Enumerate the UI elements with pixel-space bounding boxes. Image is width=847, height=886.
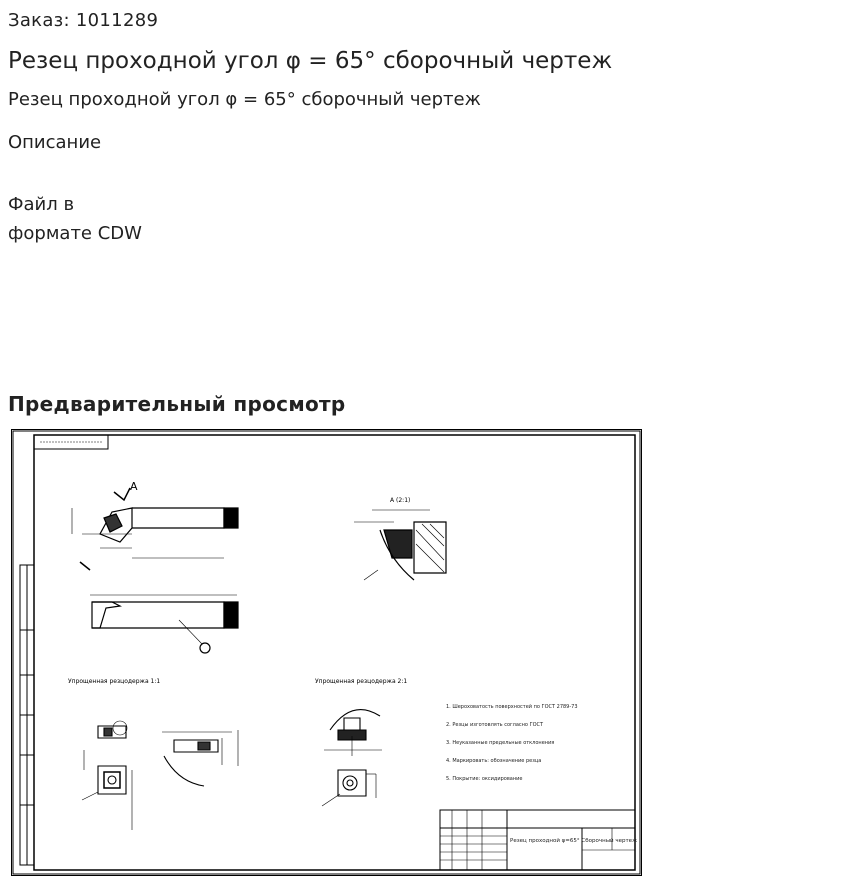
note-3: 3. Неуказанные предельные отклонения: [446, 740, 555, 746]
scale-view-left-label: Упрощенная резцодержа 1:1: [68, 678, 161, 685]
note-1: 1. Шероховатость поверхностей по ГОСТ 2789-73: [446, 704, 578, 710]
left-strip: [20, 565, 34, 865]
drawing-svg: [12, 430, 641, 875]
section-a-view: [354, 510, 446, 580]
scale-view-right-label: Упрощенная резцодержа 2:1: [315, 678, 408, 685]
insert-detail-views: [82, 721, 238, 830]
file-format-line2: формате CDW: [8, 223, 142, 244]
cutter-top-view: [72, 488, 238, 570]
view-a-label-top: A: [130, 480, 138, 493]
file-format-line1: Файл в: [8, 194, 75, 215]
drawing-frame: [13, 431, 640, 874]
note-2: 2. Резцы изготовлять согласно ГОСТ: [446, 722, 544, 728]
section-a-label: А (2:1): [390, 497, 411, 504]
preview-heading: Предварительный просмотр: [8, 392, 346, 416]
note-4: 4. Маркировать: обозначение резца: [446, 758, 542, 764]
title-block-text: Резец проходной φ=65° Сборочный чертеж: [510, 838, 638, 844]
note-5: 5. Покрытие: оксидирование: [446, 776, 523, 782]
page-title: Резец проходной угол φ = 65° сборочный чертеж: [8, 48, 613, 74]
holder-detail-views: [322, 710, 382, 806]
description-label: Описание: [8, 132, 102, 153]
drawing-preview[interactable]: [11, 429, 642, 876]
page-subtitle: Резец проходной угол φ = 65° сборочный чертеж: [8, 89, 481, 110]
cutter-side-view: [90, 595, 238, 653]
order-number: Заказ: 1011289: [8, 10, 159, 31]
technical-notes: [446, 703, 578, 782]
